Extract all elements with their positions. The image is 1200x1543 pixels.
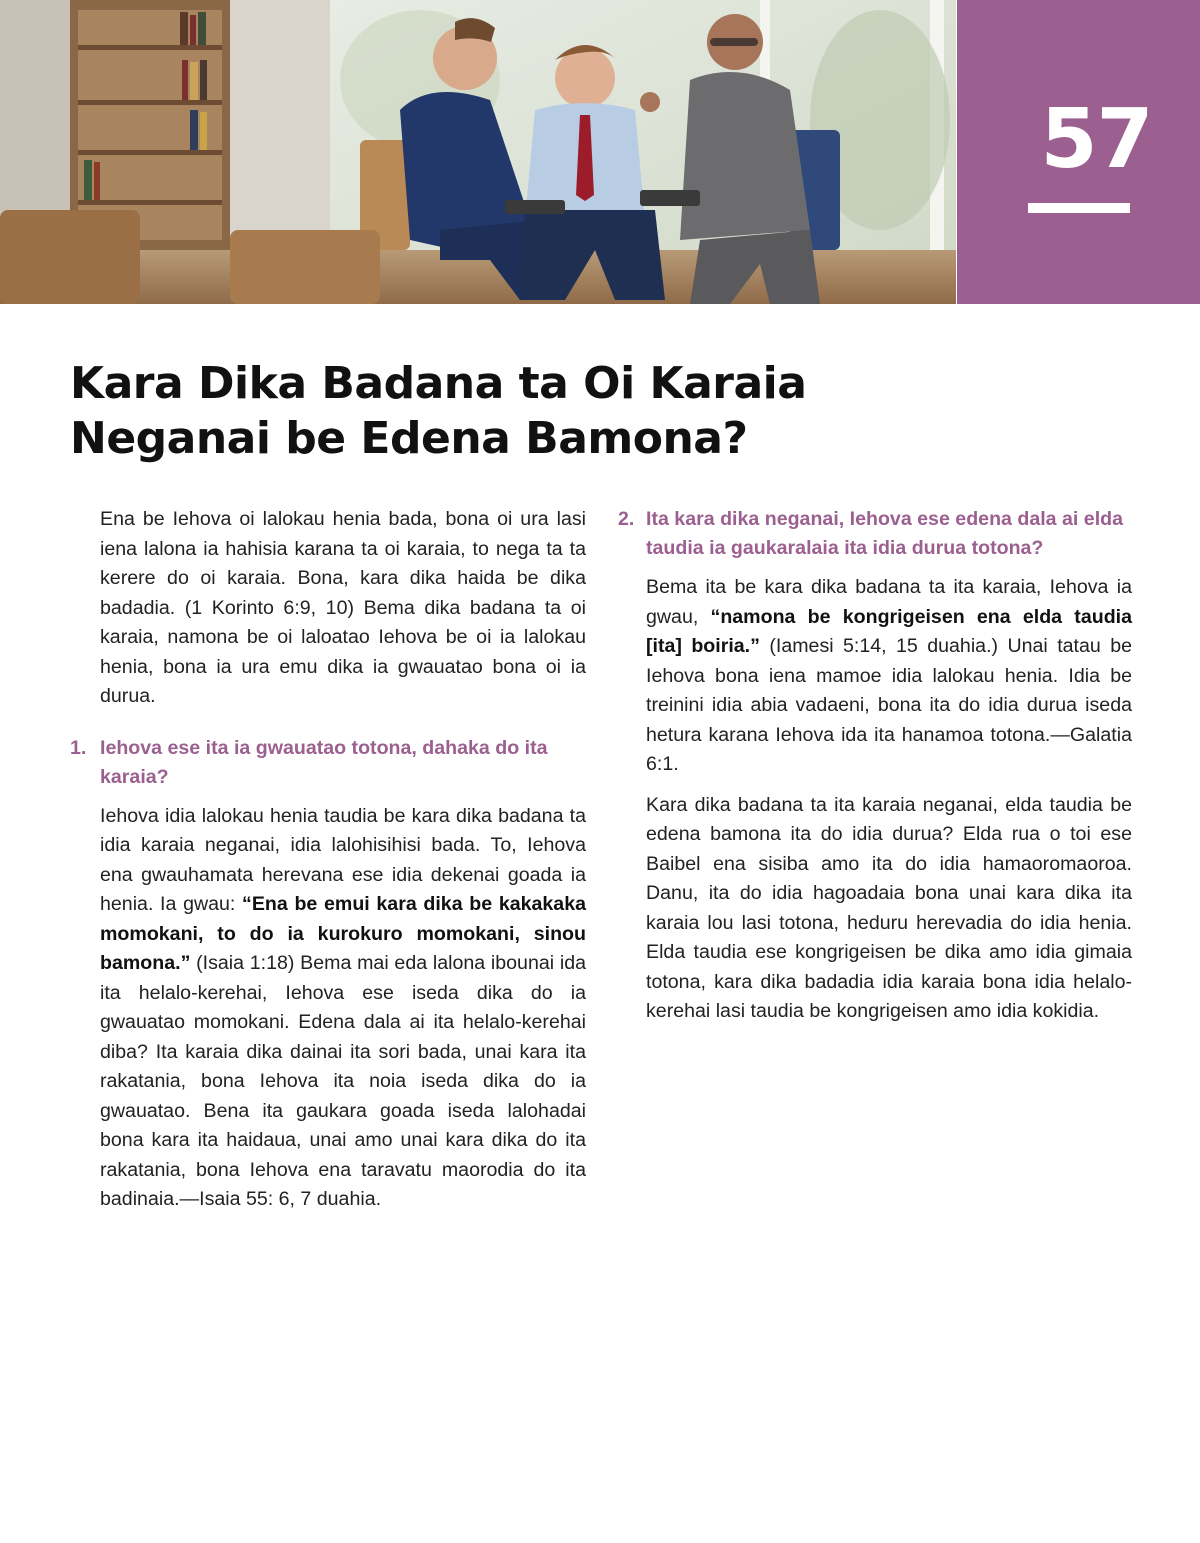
- hero-photo-illustration: [0, 0, 956, 304]
- question-2: [618, 505, 1132, 563]
- question-1: [70, 734, 586, 792]
- right-column: [618, 505, 1132, 1038]
- section-1-text-b: (Isaia 1:18) Bema mai eda lalona ibounai ida ita helalo-kerehai, Iehova ese iseda dika do ia gwauatao momokani. Edena dala ai ita helalo-kerehai diba? Ita karaia dika dainai ita sori bada, unai kara ita rakatania, bona Iehova ita noia iseda dika do ia gwauatao. Bena ita gaukara goada iseda lalohadai bona kara ita haidaua, unai amo unai kara dika do ita rakatania, bona Iehova ena taravatu maorodia do ita badinaia.—Isaia 55: 6, 7 duahia.: [100, 952, 586, 1210]
- section-1-quote: “Ena be emui kara dika be kakakaka momokani, to do ia kurokuro momokani, sinou bamona.”: [100, 893, 586, 974]
- lesson-number: 57: [1040, 92, 1153, 187]
- section-2-text-a: Bema ita be kara dika badana ta ita karaia, Iehova ia gwau,: [646, 576, 1132, 628]
- page-title: [70, 356, 890, 466]
- question-1-number: 1.: [70, 736, 87, 759]
- section-1-paragraph: [100, 802, 586, 1215]
- section-2-quote: “namona be kongrigeisen ena elda taudia [ita] boiria.”: [646, 605, 1133, 657]
- question-2-number: 2.: [618, 508, 635, 530]
- lesson-number-badge: [957, 0, 1200, 304]
- question-2-text: Ita kara dika neganai, Iehova ese edena dala ai elda taudia ia gaukaralaia ita idia durua totona?: [646, 508, 1124, 559]
- title-line-1: Kara Dika Badana ta Oi Karaia: [70, 358, 807, 409]
- title-line-2: Neganai be Edena Bamona?: [70, 413, 748, 464]
- hero-photo: [0, 0, 956, 304]
- section-2-paragraph-1: [646, 573, 1132, 780]
- left-column: [70, 505, 586, 1226]
- intro-paragraph: Ena be Iehova oi lalokau henia bada, bona oi ura lasi iena lalona ia hahisia karana ta oi karaia, to nega ta ta kerere do oi karaia. Bona, kara dika haida be dika badadia. (1 Korinto 6:9, 10) Bema dika badana ta oi karaia, namona be oi laloatao Iehova be oi ia lalokau henia, bona ia ura emu dika ia gwauatao bona oi ia durua.: [100, 508, 586, 707]
- section-1-text-a: Iehova idia lalokau henia taudia be kara dika badana ta idia karaia neganai, idia lalohisihisi bada. To, Iehova ena gwauhamata herevana ese idia dekenai goada ia henia. Ia gwau:: [100, 804, 586, 915]
- lesson-number-underline: [1028, 203, 1130, 213]
- section-2-paragraph-2: Kara dika badana ta ita karaia neganai, elda taudia be edena bamona ita do idia durua? Elda rua o toi ese Baibel ena sisiba amo ita do idia hamaoromaoroa. Danu, ita do idia hagoadaia bona unai kara dika ita karaia lou lasi totona, heduru herevadia do idia henia. Elda taudia ese kongrigeisen be dika amo idia gimaia totona, kara dika badadia idia karaia bona idia helalo-kerehai lasi taudia be kongrigeisen amo idia kokidia.: [646, 793, 1132, 1022]
- section-2-text-b: (Iamesi 5:14, 15 duahia.) Unai tatau be Iehova bona iena mamoe idia lalokau henia. Idia be treinini idia abia vadaeni, bona ita do idia durua iseda hetura karana Iehova ida ita hanamoa totona.—Galatia 6:1.: [646, 635, 1132, 775]
- question-1-text: Iehova ese ita ia gwauatao totona, dahaka do ita karaia?: [100, 736, 548, 788]
